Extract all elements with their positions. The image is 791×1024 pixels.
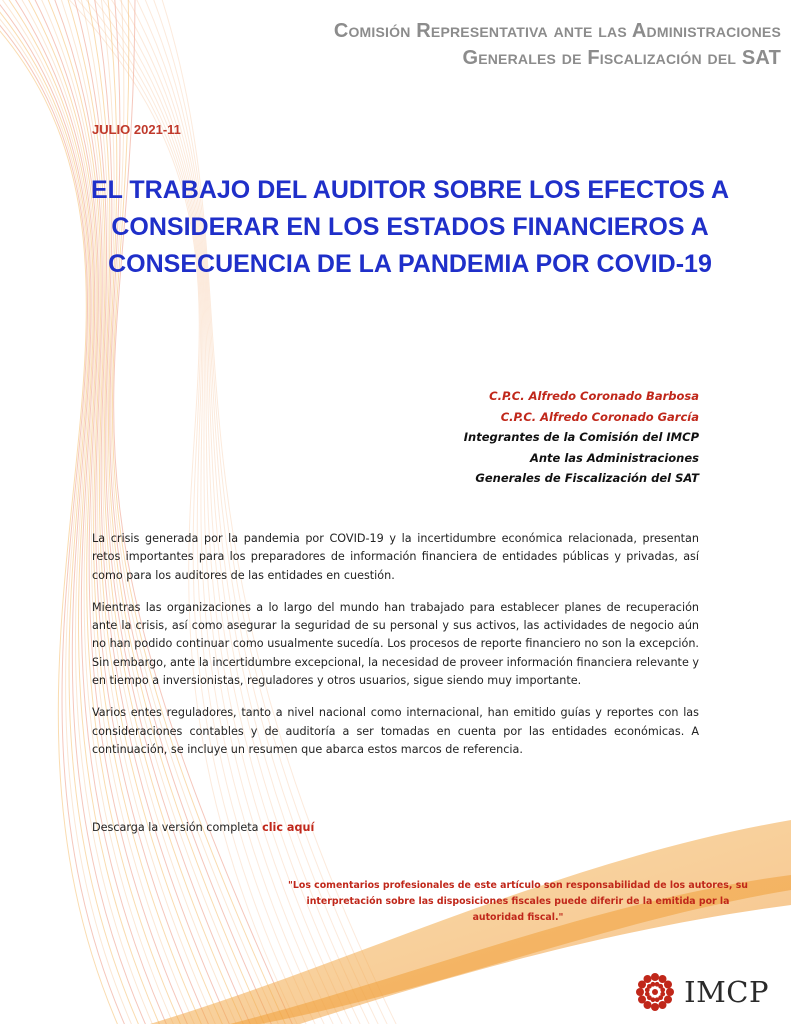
article-title: EL TRABAJO DEL AUDITOR SOBRE LOS EFECTOS A CONSIDERAR EN LOS ESTADOS FINANCIEROS A CONSECUENCIA DE LA PANDEMIA POR COVID-19 <box>90 176 730 278</box>
paragraph-1: La crisis generada por la pandemia por COVID-19 y la incertidumbre económica relacionada, presentan retos importantes para los preparadores de información financiera de entidades públicas y privadas, así como para los auditores de las entidades en cuestión. <box>92 532 699 582</box>
author-2: C.P.C. Alfredo Coronado García <box>500 409 699 424</box>
affiliation-line-1: Integrantes de la Comisión del IMCP <box>463 430 699 444</box>
paragraph-3: Varios entes reguladores, tanto a nivel nacional como internacional, han emitido guías y reportes con las consideraciones contables y de auditoría a ser tomadas en cuenta por las entidades económicas. A continuación, se incluye un resumen que abarca estos marcos de referencia. <box>92 706 699 756</box>
author-1: C.P.C. Alfredo Coronado Barbosa <box>489 389 699 403</box>
header-line-1: Comisión Representativa ante las Administraciones <box>333 20 781 42</box>
header-line-2: Generales de Fiscalización del SAT <box>462 47 781 69</box>
download-link[interactable]: clic aquí <box>262 821 315 834</box>
header-commission <box>334 18 781 72</box>
affiliation-line-3: Generales de Fiscalización del SAT <box>475 471 699 485</box>
affiliation-line-2: Ante las Administraciones <box>529 450 699 465</box>
article-body <box>92 530 699 773</box>
authors-block <box>464 386 699 489</box>
logo-text: IMCP <box>684 975 769 1009</box>
download-text: Descarga la versión completa <box>92 821 259 834</box>
imcp-logo <box>630 967 769 1017</box>
disclaimer: "Los comentarios profesionales de este artículo son responsabilidad de los autores, su interpretación sobre las disposiciones fiscales puede diferir de la emitida por la autoridad fiscal." <box>288 880 748 923</box>
paragraph-2: Mientras las organizaciones a lo largo del mundo han trabajado para establecer planes de recuperación ante la crisis, así como asegurar la seguridad de su personal y sus activos, las actividades de negocio aún no han podido continuar como usualmente sucedía. Los procesos de reporte financiero no son la excepción. Sin embargo, ante la incertidumbre excepcional, la necesidad de proveer información financiera relevante y en tiempo a inversionistas, reguladores y otros usuarios, sigue siendo muy importante. <box>92 600 700 688</box>
issue-date: JULIO 2021-11 <box>92 122 181 137</box>
imcp-flower-icon <box>630 967 680 1017</box>
download-line <box>92 821 314 834</box>
